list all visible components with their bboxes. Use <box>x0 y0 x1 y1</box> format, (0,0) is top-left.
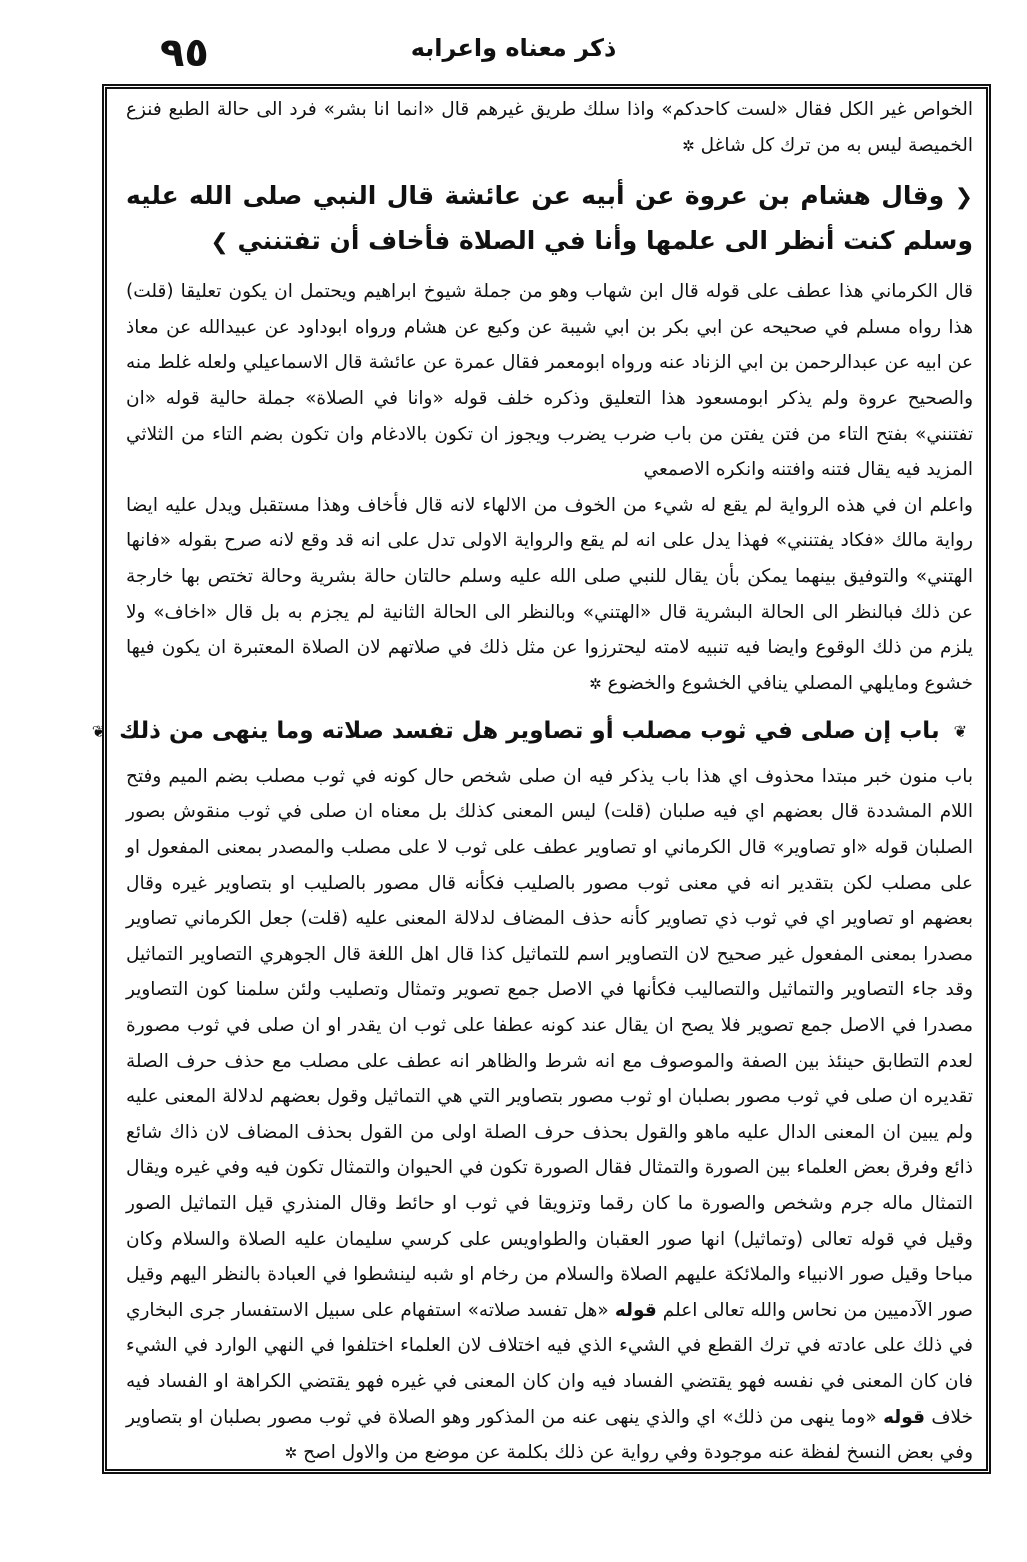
paragraph-1-text: الخواص غير الكل فقال «لست كاحدكم» واذا سلك طريق غيرهم قال «انما انا بشر» فرد الى حالة الطبع فنزع الخميصة ليس به من ترك كل شاغل <box>126 99 973 156</box>
hadith-text-block <box>126 174 973 264</box>
qawluhu-lead: قوله <box>883 1406 925 1428</box>
qawluhu-lead: قوله <box>614 1299 657 1321</box>
paragraph-6-text: «وما ينهى من ذلك» اي والذي ينهى عنه من المذكور وهو الصلاة في ثوب مصور بصلبان او بتصاوير وفي بعض النسخ لفظة عنه موجودة وفي رواية عن ذلك بكلمة عن موضع من والاول اصح <box>126 1406 973 1464</box>
paragraph-1 <box>126 92 973 164</box>
end-mark: ✲ <box>682 136 695 155</box>
paragraph-2 <box>126 274 973 488</box>
paragraph-4 <box>126 759 973 1472</box>
paragraph-4-text: باب منون خبر مبتدا محذوف اي هذا باب يذكر فيه ان صلى شخص حال كونه في ثوب مصلب بضم الميم وفتح اللام المشددة قال بعضهم اي فيه صلبان (قلت) ليس المعنى كذلك بل معناه ان صلى في ثوب منقوش بصور الصلبان قوله «او تصاوير» قال الكرماني او تصاوير عطف على ثوب لا على مصلب والمصدر بمعنى المفعول او على مصلب لكن بتقدير انه في معنى ثوب مصور بالصليب فكأنه قال مصور بالصليب او بتصاوير غيره وقال بعضهم او تصاوير اي في ثوب ذي تصاوير كأنه حذف المضاف لدلالة المعنى عليه (قلت) جعل الكرماني تصاوير مصدرا بمعنى المفعول غير صحيح لان التصاوير اسم للتماثيل كذا قال اهل اللغة قال الجوهري التصاوير التماثيل وقد جاء التصاوير والتماثيل والتصاليب فكأنها في الاصل جمع تصوير وتمثال وتصليب ولئن سلمنا كون التصاوير مصدرا في الاصل جمع تصوير فلا يصح ان يقال عند كونه عطفا على ثوب ان يقدر او ان صلى في ثوب مصورة لعدم التطابق حينئذ بين الصفة والموصوف مع انه شرط والظاهر انه عطف على مصلب مع حذف حرف الصلة تقديره ان صلى في ثوب مصور بصلبان او ثوب مصور بتصاوير التي هي التماثيل وقول بعضهم لدلالة المعنى عليه ولم يبين ان المعنى الدال عليه ماهو والقول بحذف حرف الصلة اولى من القول بحذف المضاف لان ذاك شائع ذائع وفرق بعض العلماء بين الصورة والتمثال فقال الصورة تكون في الحيوان والتمثال تكون فيه وفي غيره ويقال التمثال ماله جرم وشخص والصورة ما كان رقما وتزويقا في ثوب او حائط وقال المنذري قيل التماثيل الصور وقيل في قوله تعالى (وتماثيل) انها صور العقبان والطواويس على كرسي سليمان عليه الصلاة والسلام وكان مباحا وقيل صور الانبياء والملائكة عليهم الصلاة والسلام من رخام او شبه لينشطوا في العبادة بالنظر اليهم وقيل صور الآدميين من نحاس والله تعالى اعلم <box>126 765 973 1321</box>
paragraph-3-text: واعلم ان في هذه الرواية لم يقع له شيء من الخوف من الالهاء لانه قال فأخاف وهذا مستقبل ويدل عليه ايضا رواية مالك «فكاد يفتنني» فهذا يدل على انه لم يقع والرواية الاولى تدل على انه قد وقع لانه صرح بقوله «فانها الهتني» والتوفيق بينهما يمكن بأن يقال للنبي صلى الله عليه وسلم حالتان حالة بشرية وحالة تختص بها خارجة عن ذلك فبالنظر الى الحالة البشرية قال «الهتني» وبالنظر الى الحالة الثانية لم يجزم به بل قال «اخاف» ولا يلزم من ذلك الوقوع وايضا فيه تنبيه لامته ليحترزوا عن مثل ذلك في صلاتهم لان الصلاة المعتبرة ان يكون فيها خشوع ومايلهي المصلي ينافي الخشوع والخضوع <box>126 494 973 694</box>
running-title: ذكر معناه واعرابه <box>410 34 617 62</box>
chapter-title: باب إن صلى في ثوب مصلب أو تصاوير هل تفسد صلاته وما ينهى من ذلك <box>119 718 940 745</box>
chapter-heading <box>91 714 973 749</box>
hadith-text: وقال هشام بن عروة عن أبيه عن عائشة قال النبي صلى الله عليه وسلم كنت أنظر الى علمها وأنا في الصلاة فأخاف أن تفتنني <box>126 181 973 256</box>
end-mark: ✲ <box>589 674 602 693</box>
close-bracket-ornament: ❯ <box>210 230 229 256</box>
page-number: ٩٥ <box>160 30 209 76</box>
end-mark: ✲ <box>284 1444 298 1463</box>
flower-ornament-icon: ❦ <box>953 721 967 741</box>
text-column <box>91 92 974 1472</box>
paragraph-2-text: قال الكرماني هذا عطف على قوله قال ابن شهاب وهو من جملة شيوخ ابراهيم ويحتمل ان يكون تعليقا (قلت) هذا رواه مسلم في صحيحه عن ابي بكر بن ابي شيبة عن وكيع عن هشام ورواه ابوداود عن عبيدالله عن معاذ عن ابيه عن عبدالرحمن بن ابي الزناد عنه ورواه ابومعمر فقال عمرة عن عائشة قال الاسماعيلي ولعله غلط منه والصحيح عروة ولم يذكر ابومسعود هذا التعليق وذكره خلف قوله «وانا في الصلاة» جملة حالية قوله «ان تفتنني» بفتح التاء من فتن يفتن من باب ضرب يضرب ويجوز ان تكون بالادغام وان تكون بضم التاء من الثلاثي المزيد فيه يقال فتنه وافتنه وانكره الاصمعي <box>126 281 973 481</box>
paragraph-5-text: «هل تفسد صلاته» استفهام على سبيل الاستفسار جرى البخاري في ذلك على عادته في ترك القطع في الشيء الذي فيه اختلاف لان العلماء اختلفوا في النهي الوارد في الشيء فان كان المعنى في نفسه فهو يقتضي الفساد فيه وان كان المعنى في غيره فهو يقتضي الكراهة او الفساد فيه خلاف <box>126 1299 974 1428</box>
flower-ornament-icon: ❦ <box>91 721 106 741</box>
open-bracket-ornament: ❮ <box>954 185 973 211</box>
paragraph-3 <box>126 488 973 703</box>
